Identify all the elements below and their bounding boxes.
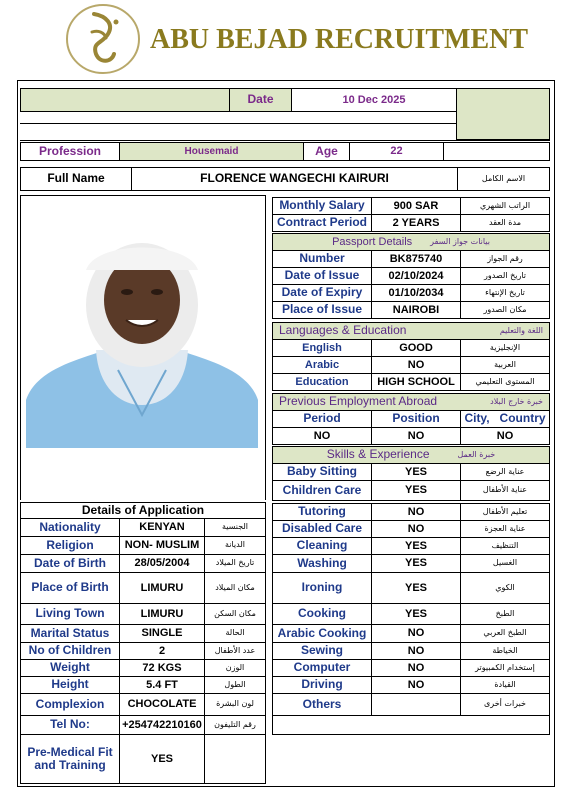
- arabic-label: Arabic: [272, 356, 372, 374]
- application-title: Details of Application: [20, 502, 266, 519]
- skill-cleaning-value: YES: [371, 537, 461, 555]
- skill-washing-value: YES: [371, 554, 461, 573]
- contract-value: 2 YEARS: [371, 214, 461, 232]
- divider: [20, 123, 457, 124]
- place-of-birth-value: LIMURU: [119, 572, 205, 604]
- skill-disabled-care-label: Disabled Care: [272, 520, 372, 538]
- religion-value: NON- MUSLIM: [119, 536, 205, 555]
- employment-position-value: NO: [371, 427, 461, 445]
- skill-others-label: Others: [272, 693, 372, 716]
- height-value: 5.4 FT: [119, 676, 205, 694]
- dob-value: 28/05/2004: [119, 554, 205, 573]
- nationality-arabic: الجنسية: [204, 518, 266, 537]
- english-value: GOOD: [371, 339, 461, 357]
- skill-children-care-value: YES: [371, 480, 461, 501]
- skill-children-care-arabic: عناية الأطفال: [460, 480, 550, 501]
- skill-cooking-label: Cooking: [272, 603, 372, 625]
- nationality-value: KENYAN: [119, 518, 205, 537]
- skill-sewing-value: NO: [371, 642, 461, 660]
- languages-title-arabic: اللغة والتعليم: [499, 325, 543, 335]
- skill-others-arabic: خبرات أخرى: [460, 693, 550, 716]
- passport-title-arabic: بيانات جواز السفر: [430, 236, 490, 246]
- tel-value: +254742210160: [119, 715, 205, 735]
- medical-label: Pre-Medical Fit and Training: [20, 734, 120, 784]
- living-town-value: LIMURU: [119, 603, 205, 625]
- date-value: 10 Dec 2025: [291, 88, 457, 112]
- passport-number-arabic: رقم الجواز: [460, 250, 550, 268]
- age-label: Age: [303, 142, 350, 161]
- divider: [20, 140, 550, 141]
- full-name-label: Full Name: [20, 167, 132, 191]
- height-arabic: الطول: [204, 676, 266, 694]
- skill-sewing-arabic: الخياطة: [460, 642, 550, 660]
- height-label: Height: [20, 676, 120, 694]
- skills-title: Skills & Experience: [326, 447, 430, 462]
- skills-title-arabic: خبرة العمل: [457, 449, 496, 459]
- place-of-birth-arabic: مكان الميلاد: [204, 572, 266, 604]
- employment-period-header: Period: [272, 410, 372, 428]
- skill-cleaning-arabic: التنظيف: [460, 537, 550, 555]
- calligraphy-logo-icon: [64, 2, 142, 76]
- nationality-label: Nationality: [20, 518, 120, 537]
- religion-arabic: الديانة: [204, 536, 266, 555]
- employment-title-arabic: خبرة خارج البلاد: [490, 396, 543, 406]
- education-value: HIGH SCHOOL: [371, 373, 461, 391]
- skill-ironing-label: Ironing: [272, 572, 372, 604]
- dob-label: Date of Birth: [20, 554, 120, 573]
- skill-ironing-value: YES: [371, 572, 461, 604]
- skill-tutoring-value: NO: [371, 503, 461, 521]
- issue-date-arabic: تاريخ الصدور: [460, 267, 550, 285]
- age-blank: [443, 142, 550, 161]
- passport-section-header: [272, 233, 550, 251]
- profession-label: Profession: [20, 142, 120, 161]
- weight-value: 72 KGS: [119, 659, 205, 677]
- employment-section-header: [272, 393, 550, 411]
- photo-corner-box: [456, 88, 550, 140]
- employment-position-header: Position: [371, 410, 461, 428]
- skill-children-care-label: Children Care: [272, 480, 372, 501]
- skill-tutoring-arabic: تعليم الأطفال: [460, 503, 550, 521]
- medical-value: YES: [119, 734, 205, 784]
- employment-title: Previous Employment Abroad: [279, 394, 438, 409]
- skill-washing-arabic: الغسيل: [460, 554, 550, 573]
- date-blank-left: [20, 88, 230, 112]
- marital-status-value: SINGLE: [119, 624, 205, 643]
- marital-status-label: Marital Status: [20, 624, 120, 643]
- living-town-arabic: مكان السكن: [204, 603, 266, 625]
- tel-label: Tel No:: [20, 715, 120, 735]
- contract-label: Contract Period: [272, 214, 372, 232]
- marital-status-arabic: الحالة: [204, 624, 266, 643]
- salary-value: 900 SAR: [371, 197, 461, 215]
- passport-number-label: Number: [272, 250, 372, 268]
- logo: [64, 2, 142, 76]
- skill-arabic-cooking-value: NO: [371, 624, 461, 643]
- skill-tutoring-label: Tutoring: [272, 503, 372, 521]
- children-value: 2: [119, 642, 205, 660]
- passport-title: Passport Details: [332, 235, 413, 248]
- tel-arabic: رقم التليفون: [204, 715, 266, 735]
- agency-name: ABU BEJAD RECRUITMENT: [150, 24, 529, 55]
- issue-date-value: 02/10/2024: [371, 267, 461, 285]
- skill-driving-value: NO: [371, 676, 461, 694]
- skill-disabled-care-value: NO: [371, 520, 461, 538]
- skills-section-header: [272, 446, 550, 464]
- date-label: Date: [229, 88, 292, 112]
- skill-sewing-label: Sewing: [272, 642, 372, 660]
- age-value: 22: [349, 142, 444, 161]
- complexion-arabic: لون البشرة: [204, 693, 266, 716]
- children-arabic: عدد الأطفال: [204, 642, 266, 660]
- medical-blank: [204, 734, 266, 784]
- expiry-date-arabic: تاريخ الإنتهاء: [460, 284, 550, 302]
- skill-cooking-arabic: الطبخ: [460, 603, 550, 625]
- weight-arabic: الوزن: [204, 659, 266, 677]
- employment-country-value: NO: [460, 427, 550, 445]
- salary-arabic: الراتب الشهري: [460, 197, 550, 215]
- skill-baby-sitting-value: YES: [371, 463, 461, 481]
- education-label: Education: [272, 373, 372, 391]
- profession-value: Housemaid: [119, 142, 304, 161]
- skill-washing-label: Washing: [272, 554, 372, 573]
- languages-title: Languages & Education: [279, 323, 407, 338]
- contract-arabic: مدة العقد: [460, 214, 550, 232]
- education-arabic: المستوى التعليمي: [460, 373, 550, 391]
- salary-label: Monthly Salary: [272, 197, 372, 215]
- skill-baby-sitting-label: Baby Sitting: [272, 463, 372, 481]
- place-of-issue-value: NAIROBI: [371, 301, 461, 319]
- arabic-value: NO: [371, 356, 461, 374]
- languages-section-header: [272, 322, 550, 340]
- employment-country-header: City, Country: [460, 410, 550, 428]
- employment-period-value: NO: [272, 427, 372, 445]
- blank-row: [272, 715, 550, 735]
- skill-arabic-cooking-label: Arabic Cooking: [272, 624, 372, 643]
- children-label: No of Children: [20, 642, 120, 660]
- place-of-birth-label: Place of Birth: [20, 572, 120, 604]
- place-of-issue-label: Place of Issue: [272, 301, 372, 319]
- skill-cleaning-label: Cleaning: [272, 537, 372, 555]
- english-label: English: [272, 339, 372, 357]
- skill-ironing-arabic: الكوي: [460, 572, 550, 604]
- skill-driving-arabic: القيادة: [460, 676, 550, 694]
- religion-label: Religion: [20, 536, 120, 555]
- expiry-date-value: 01/10/2034: [371, 284, 461, 302]
- complexion-value: CHOCOLATE: [119, 693, 205, 716]
- skill-cooking-value: YES: [371, 603, 461, 625]
- skill-arabic-cooking-arabic: الطبخ العربي: [460, 624, 550, 643]
- skill-disabled-care-arabic: عناية العجزة: [460, 520, 550, 538]
- expiry-date-label: Date of Expiry: [272, 284, 372, 302]
- issue-date-label: Date of Issue: [272, 267, 372, 285]
- skill-driving-label: Driving: [272, 676, 372, 694]
- skill-computer-value: NO: [371, 659, 461, 677]
- skill-others-value: [371, 693, 461, 716]
- weight-label: Weight: [20, 659, 120, 677]
- english-arabic: الإنجليزية: [460, 339, 550, 357]
- full-name-value: FLORENCE WANGECHI KAIRURI: [131, 167, 458, 191]
- skill-computer-arabic: إستخدام الكمبيوتر: [460, 659, 550, 677]
- photo-frame: [20, 195, 266, 500]
- passport-number-value: BK875740: [371, 250, 461, 268]
- living-town-label: Living Town: [20, 603, 120, 625]
- place-of-issue-arabic: مكان الصدور: [460, 301, 550, 319]
- full-name-arabic: الاسم الكامل: [457, 167, 550, 191]
- arabic-arabic: العربية: [460, 356, 550, 374]
- skill-computer-label: Computer: [272, 659, 372, 677]
- dob-arabic: تاريخ الميلاد: [204, 554, 266, 573]
- complexion-label: Complexion: [20, 693, 120, 716]
- skill-baby-sitting-arabic: عناية الرضع: [460, 463, 550, 481]
